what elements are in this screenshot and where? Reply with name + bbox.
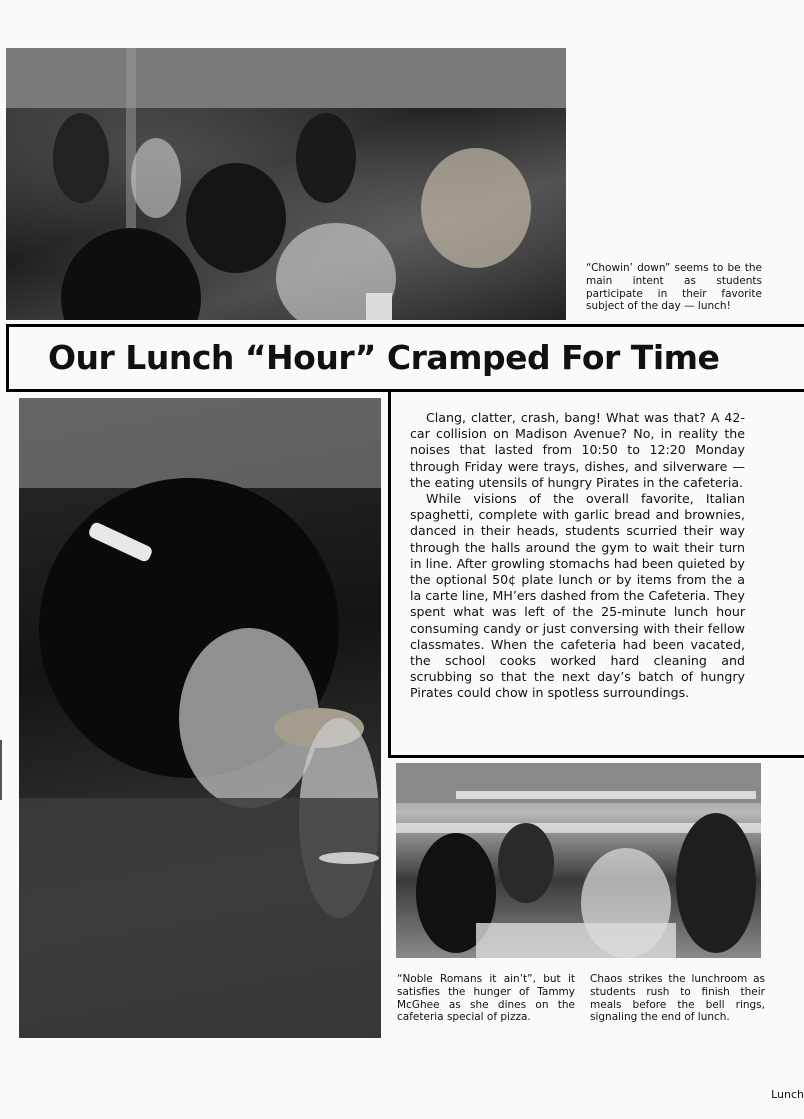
right-photo-caption: Chaos strikes the lunchroom as students rush to finish their meals before the bell rings, signaling the end of lunch. [590, 973, 765, 1024]
page-edge-mark [0, 740, 2, 800]
photo-student-eating-pizza [19, 398, 381, 1038]
photo-students-eating-lunch [6, 48, 566, 320]
page-headline: Our Lunch “Hour” Cramped For Time [48, 338, 720, 377]
story-text [410, 410, 745, 702]
story-paragraph: Clang, clatter, crash, bang! What was that? A 42-car collision on Madison Avenue? No, in reality the noises that lasted from 10:50 to 12:20 Monday through Friday were trays, dishes, and silverware — the eating utensils of hungry Pirates in the cafeteria. [410, 410, 745, 490]
section-folio: Lunch [771, 1088, 804, 1101]
left-photo-caption: “Noble Romans it ain’t”, but it satisfies the hunger of Tammy McGhee as she dines on the cafeteria special of pizza. [397, 973, 575, 1024]
top-photo-caption: “Chowin’ down” seems to be the main intent as students participate in their favorite subject of the day — lunch! [586, 262, 762, 313]
photo-crowded-lunchroom [396, 763, 761, 958]
story-paragraph: While visions of the overall favorite, Italian spaghetti, complete with garlic bread and brownies, danced in their heads, students scurried their way through the halls around the gym to wait their turn in line. After growling stomachs had been quieted by the optional 50¢ plate lunch or by items from the a la carte line, MH’ers dashed from the Cafeteria. They spent what was left of the 25-minute lunch hour consuming candy or just conversing with their fellow classmates. When the cafeteria had been vacated, the school cooks worked hard cleaning and scrubbing so that the next day’s batch of hungry Pirates could chow in spotless surroundings. [410, 491, 745, 701]
